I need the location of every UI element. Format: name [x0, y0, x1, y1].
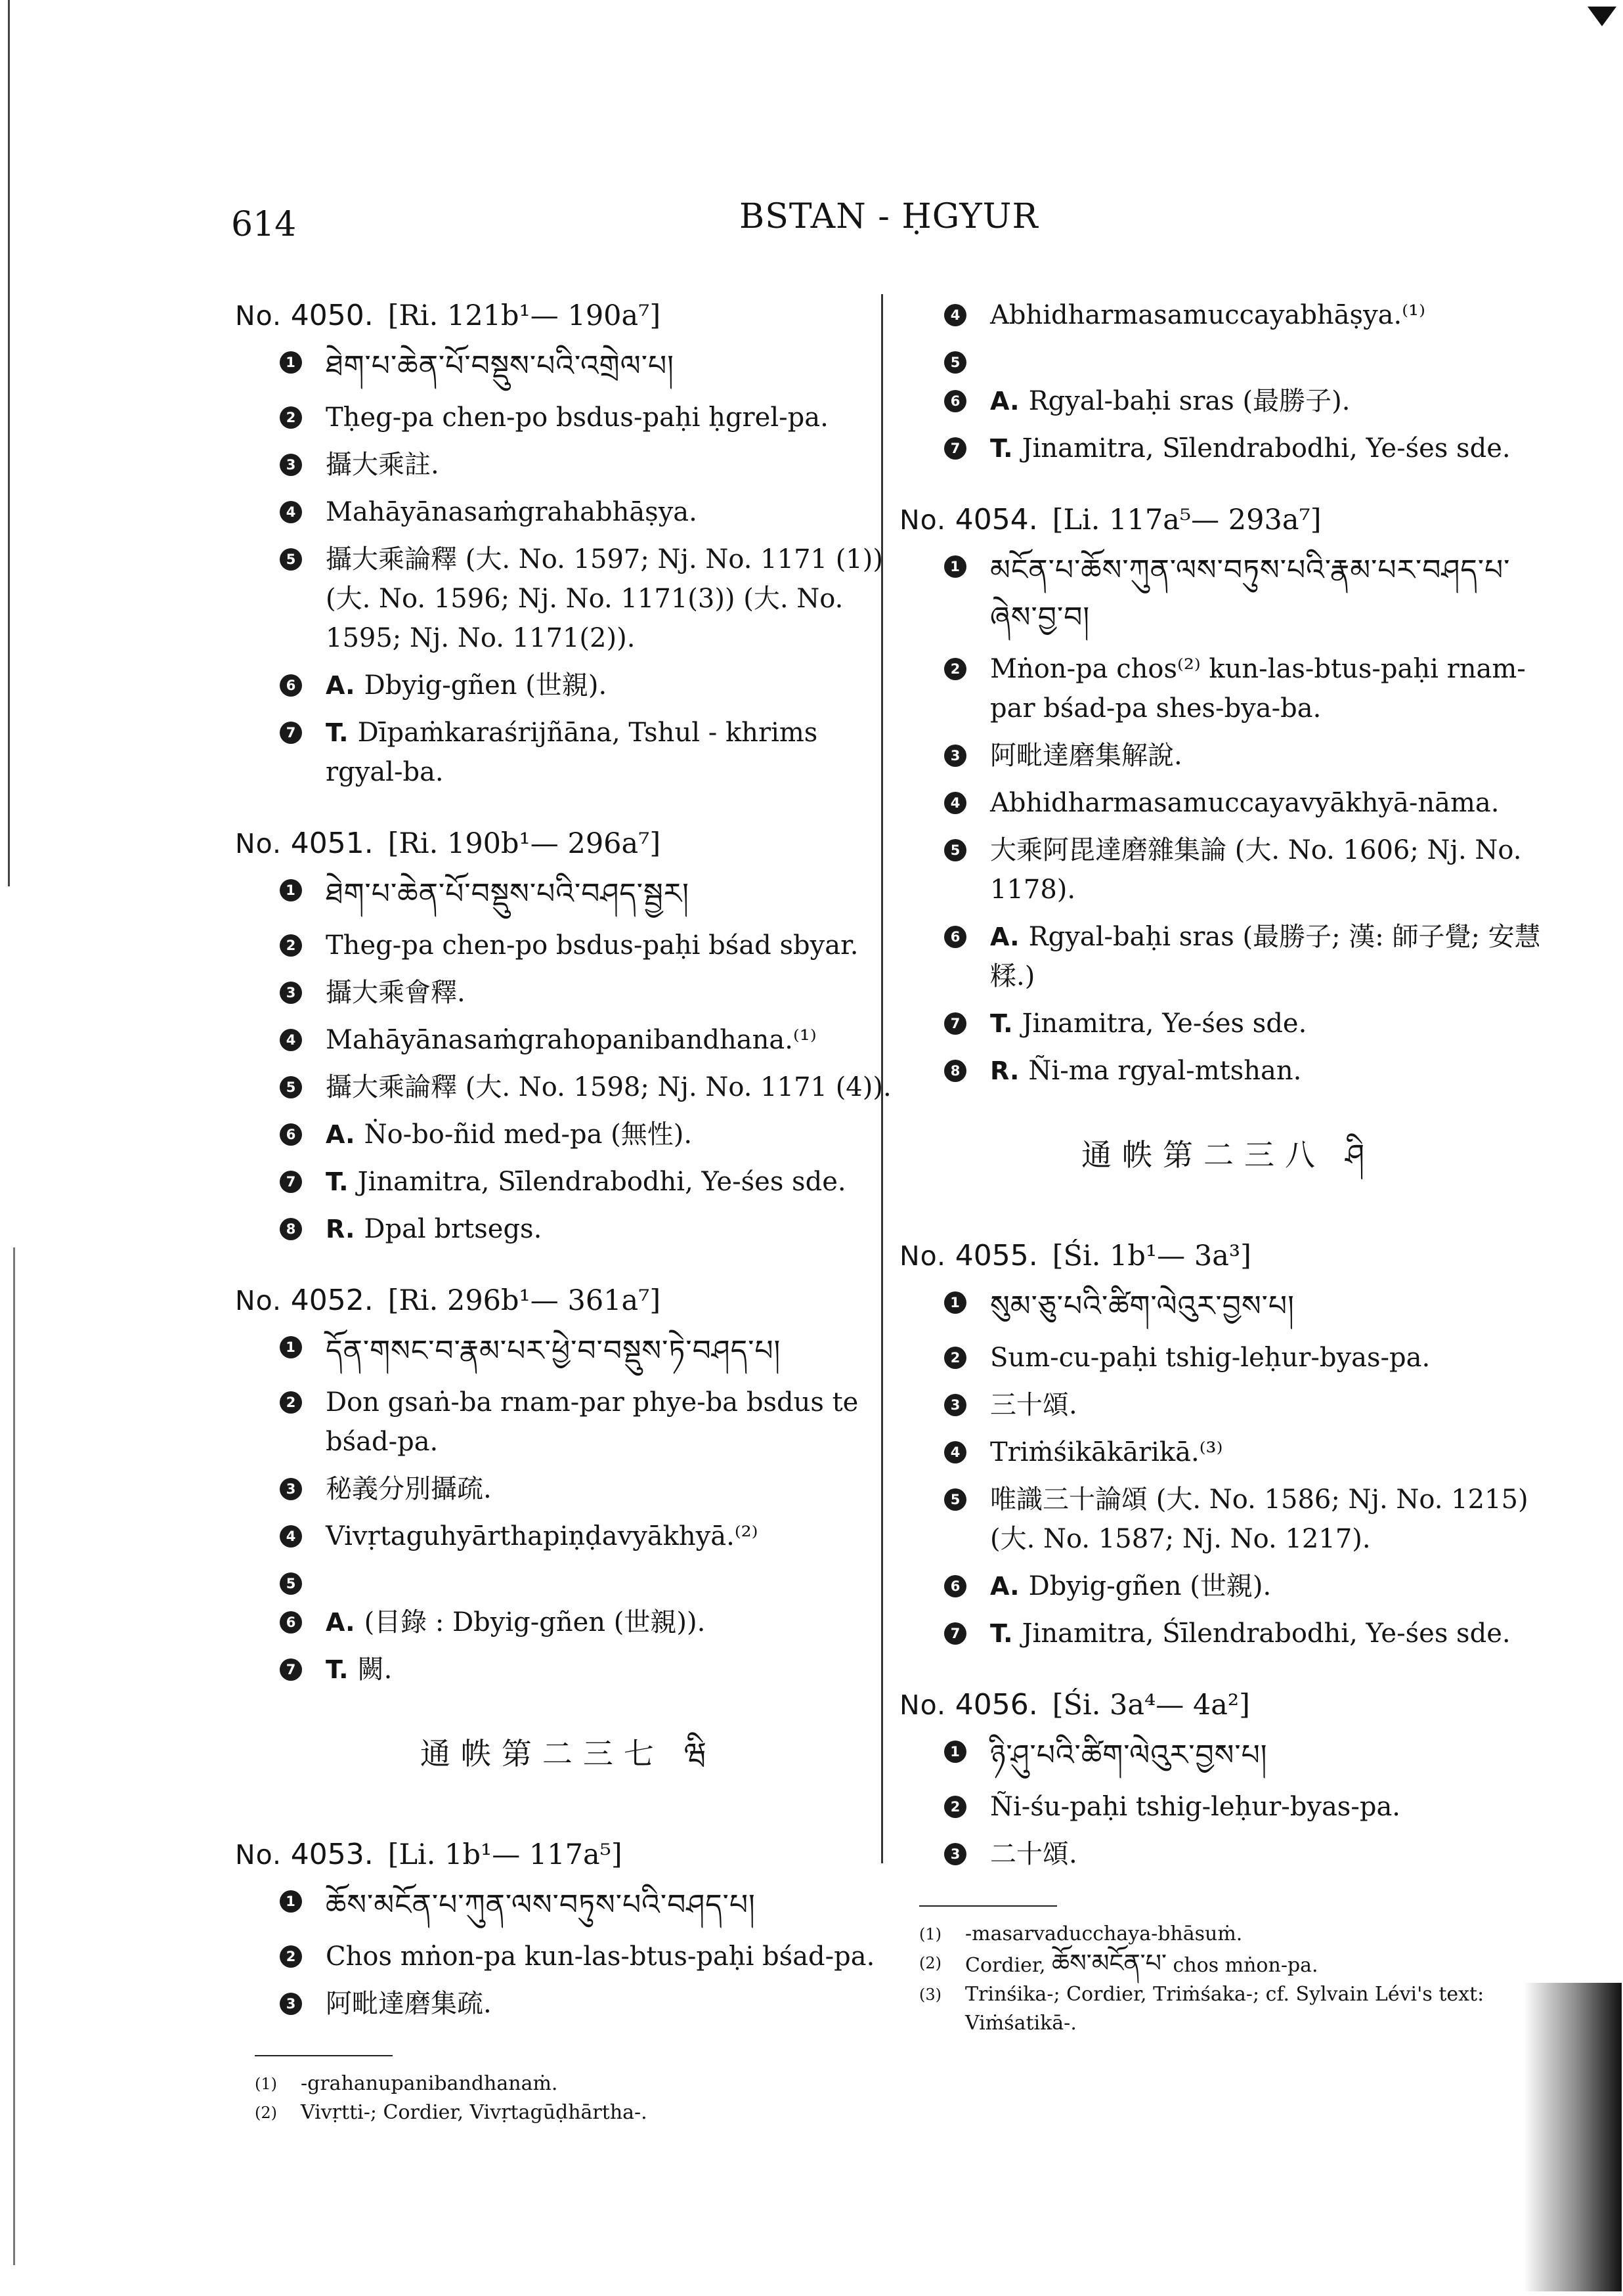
footnote-rule	[255, 2055, 393, 2056]
transliteration: 2 Tḥeg-pa chen-po bsdus-paḥi ḥgrel-pa.	[235, 398, 892, 437]
tibetan-title: 1 ཐེག་པ་ཆེན་པོ་བསྡུས་པའི་བཤད་སྦྱར།	[235, 871, 892, 918]
sanskrit-title: 4 Mahāyānasaṁgrahopanibandhana.⁽¹⁾	[235, 1020, 892, 1060]
author: 6 A. Rgyal-baḥi sras (最勝子).	[899, 381, 1546, 421]
translator: 7 T. Jinamitra, Sīlendrabodhi, Ye-śes sde.	[235, 1162, 892, 1202]
sanskrit-title: 4 Vivṛtaguhyārthapiṇḍavyākhyā.⁽²⁾	[235, 1517, 892, 1556]
sanskrit-title: 4 Mahāyānasaṁgrahabhāṣya.	[235, 492, 892, 532]
entry-4050	[235, 295, 892, 792]
entry-4053-continued	[899, 295, 1546, 468]
footnote: (3) Trinśika-; Cordier, Triṁśaka-; cf. Sylvain Lévi's text: Viṁśatikā-.	[919, 1983, 1484, 2035]
chinese-title: 3 秘義分別攝疏.	[235, 1469, 892, 1509]
chinese-title: 3 攝大乘註.	[235, 445, 892, 485]
entry-heading: No. 4053. [Li. 1b¹— 117a⁵]	[235, 1838, 622, 1871]
tibetan-title: 1 ཐེག་པ་ཆེན་པོ་བསྡུས་པའི་འགྲེལ་པ།	[235, 343, 892, 390]
chinese-title: 3 二十頌.	[899, 1834, 1546, 1874]
entry-4052	[235, 1280, 892, 1689]
author: 6 A. Dbyig-gñen (世親).	[899, 1567, 1546, 1606]
folio-ref: [Śi. 3a⁴— 4a²]	[1052, 1689, 1250, 1722]
sanskrit-title: 4 Abhidharmasamuccayavyākhyā-nāma.	[899, 783, 1546, 823]
left-column	[235, 295, 892, 2127]
entry-4056	[899, 1685, 1546, 1874]
chinese-parallels: 5 攝大乘論釋 (大. No. 1598; Nj. No. 1171 (4)).	[235, 1068, 892, 1107]
chinese-parallels: 5	[899, 343, 1546, 374]
folio-ref: [Ri. 296b¹— 361a⁷]	[387, 1284, 661, 1317]
transliteration: 2 Theg-pa chen-po bsdus-paḥi bśad sbyar.	[235, 926, 892, 965]
translator: 7 T. Jinamitra, Ye-śes sde.	[899, 1004, 1546, 1043]
folio-ref: [Li. 117a⁵— 293a⁷]	[1052, 504, 1322, 536]
tibetan-title: 1 ཉི་ཤུ་པའི་ཚིག་ལེའུར་བྱས་པ།	[899, 1732, 1546, 1779]
author: 6 A. Dbyig-gñen (世親).	[235, 666, 892, 705]
reviser: 8 R. Ñi-ma rgyal-mtshan.	[899, 1051, 1546, 1091]
chinese-parallels: 5	[235, 1564, 892, 1595]
entry-4055	[899, 1236, 1546, 1653]
folio-ref: [Śi. 1b¹— 3a³]	[1052, 1240, 1251, 1272]
entry-heading: No. 4056. [Śi. 3a⁴— 4a²]	[899, 1688, 1250, 1722]
entry-4054	[899, 500, 1546, 1091]
volume-section-heading: 通帙第二三八 ཤི	[1081, 1137, 1365, 1173]
translator: 7 T. 闕.	[235, 1650, 892, 1689]
entry-4051	[235, 823, 892, 1249]
volume-section-heading: 通帙第二三七 ཝི	[420, 1736, 707, 1771]
translator: 7 T. Dīpaṁkaraśrijñāna, Tshul - khrims rgyal-ba.	[235, 713, 892, 792]
footnote: (1) -masarvaducchaya-bhāsuṁ.	[919, 1922, 1243, 1945]
author: 6 A. Ṅo-bo-ñid med-pa (無性).	[235, 1115, 892, 1154]
running-head: BSTAN - ḤGYUR	[739, 197, 1039, 236]
entry-heading: No. 4054. [Li. 117a⁵— 293a⁷]	[899, 503, 1322, 536]
translator: 7 T. Jinamitra, Sīlendrabodhi, Ye-śes sde.	[899, 429, 1546, 468]
tibetan-title: 1 དོན་གསང་བ་རྣམ་པར་ཕྱེ་བ་བསྡུས་ཏེ་བཤད་པ།	[235, 1328, 892, 1375]
entry-heading: No. 4052. [Ri. 296b¹— 361a⁷]	[235, 1284, 661, 1317]
transliteration: 2 Ñi-śu-paḥi tshig-leḥur-byas-pa.	[899, 1787, 1546, 1827]
folio-ref: [Li. 1b¹— 117a⁵]	[387, 1838, 622, 1871]
sanskrit-title: 4 Abhidharmasamuccayabhāṣya.⁽¹⁾	[899, 295, 1546, 335]
right-column	[899, 295, 1546, 2038]
chinese-parallels: 5 攝大乘論釋 (大. No. 1597; Nj. No. 1171 (1)) (大. No. 1596; Nj. No. 1171(3)) (大. No. 1595; Nj. No. 1171(2)).	[235, 540, 892, 658]
scan-edge-line	[8, 0, 10, 886]
entry-heading: No. 4055. [Śi. 1b¹— 3a³]	[899, 1239, 1251, 1272]
reviser: 8 R. Dpal brtsegs.	[235, 1209, 892, 1249]
chinese-title: 3 阿毗達磨集解說.	[899, 736, 1546, 775]
folio-ref: [Ri. 190b¹— 296a⁷]	[387, 827, 661, 860]
transliteration: 2 Sum-cu-paḥi tshig-leḥur-byas-pa.	[899, 1338, 1546, 1377]
footnote: (2) Cordier, ཆོས་མངོན་པ་ chos mṅon-pa.	[919, 1949, 1318, 1978]
author: 6 A. (目錄 : Dbyig-gñen (世親)).	[235, 1603, 892, 1642]
entry-4053	[235, 1834, 892, 2024]
chinese-title: 3 三十頌.	[899, 1385, 1546, 1425]
chinese-title: 3 阿毗達磨集疏.	[235, 1984, 892, 2024]
footnote: (1) -grahanupanibandhanaṁ.	[255, 2072, 558, 2095]
author: 6 A. Rgyal-baḥi sras (最勝子; 漢: 師子覺; 安慧糅.)	[899, 917, 1546, 996]
transliteration: 2 Don gsaṅ-ba rnam-par phye-ba bsdus te bśad-pa.	[235, 1383, 892, 1462]
footnote: (2) Vivṛtti-; Cordier, Vivṛtagūḍhārtha-.	[255, 2101, 647, 2124]
page-number: 614	[231, 205, 297, 244]
tibetan-title: 1 སུམ་ཅུ་པའི་ཚིག་ལེའུར་བྱས་པ།	[899, 1283, 1546, 1330]
transliteration: 2 Mṅon-pa chos⁽²⁾ kun-las-btus-paḥi rnam-par bśad-pa shes-bya-ba.	[899, 649, 1546, 728]
translator: 7 T. Jinamitra, Śīlendrabodhi, Ye-śes sde.	[899, 1614, 1546, 1653]
entry-heading: No. 4050. [Ri. 121b¹— 190a⁷]	[235, 299, 661, 332]
scan-corner-mark	[1588, 7, 1616, 26]
transliteration: 2 Chos mṅon-pa kun-las-btus-paḥi bśad-pa.	[235, 1937, 892, 1976]
scan-edge-line	[13, 1247, 15, 2265]
chinese-title: 3 攝大乘會釋.	[235, 973, 892, 1012]
entry-heading: No. 4051. [Ri. 190b¹— 296a⁷]	[235, 827, 661, 860]
footnote-rule	[919, 1905, 1057, 1907]
folio-ref: [Ri. 121b¹— 190a⁷]	[387, 299, 661, 332]
chinese-parallels: 5 大乘阿毘達磨雜集論 (大. No. 1606; Nj. No. 1178).	[899, 831, 1546, 909]
tibetan-title: 1 མངོན་པ་ཆོས་ཀུན་ལས་བཏུས་པའི་རྣམ་པར་བཤད་པ་ཞེས་བྱ་བ།	[899, 547, 1546, 641]
chinese-parallels: 5 唯識三十論頌 (大. No. 1586; Nj. No. 1215) (大. No. 1587; Nj. No. 1217).	[899, 1480, 1546, 1559]
sanskrit-title: 4 Triṁśikākārikā.⁽³⁾	[899, 1433, 1546, 1472]
tibetan-title: 1 ཆོས་མངོན་པ་ཀུན་ལས་བཏུས་པའི་བཤད་པ།	[235, 1882, 892, 1929]
